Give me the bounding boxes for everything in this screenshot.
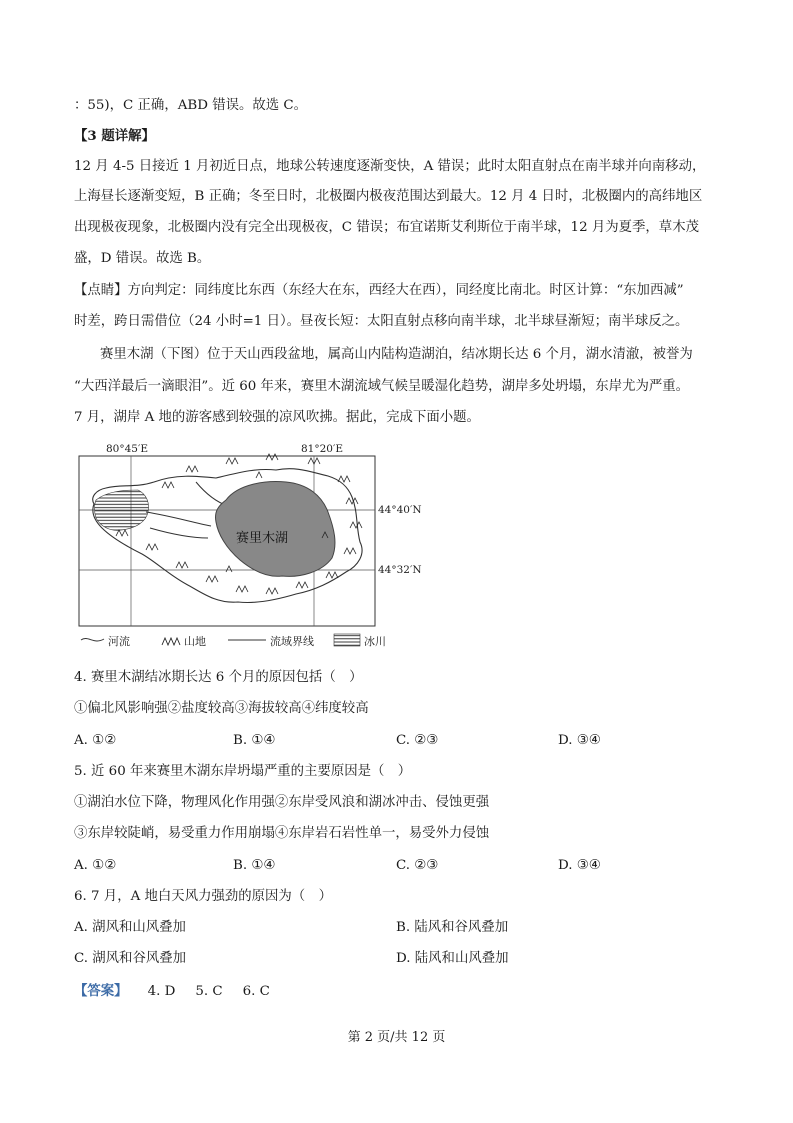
- q6-stem: 6. 7 月，A 地白天风力强劲的原因为（ ）: [74, 889, 332, 904]
- q5-option-d[interactable]: D. ③④: [558, 858, 601, 873]
- legend-river-symbol: [81, 639, 104, 641]
- q4-option-d[interactable]: D. ③④: [558, 733, 601, 748]
- legend-mountain-label: 山地: [184, 635, 206, 648]
- q6-option-c[interactable]: C. 湖风和谷风叠加: [74, 951, 187, 966]
- text-line-4: 上海昼长逐渐变短，B 正确；冬至日时，北极圈内极夜范围达到最大。12 月 4 日时，北极圈内的高纬地区: [74, 189, 703, 204]
- intro-line-2: “大西洋最后一滴眼泪”。近 60 年来，赛里木湖流域气候呈暖湿化趋势，湖岸多处坍塌，东岸尤为严重。: [74, 379, 690, 394]
- q5-items-2: ③东岸较陡峭，易受重力作用崩塌④东岸岩石岩性单一，易受外力侵蚀: [74, 826, 490, 841]
- sayram-lake-map: [76, 442, 422, 657]
- q6-option-a[interactable]: A. 湖风和山风叠加: [74, 920, 186, 935]
- page-footer: 第 2 页/共 12 页: [347, 1030, 446, 1045]
- legend-boundary-label: 流域界线: [270, 635, 314, 648]
- q6-option-b[interactable]: B. 陆风和谷风叠加: [396, 920, 509, 935]
- q5-option-b[interactable]: B. ①④: [233, 858, 276, 873]
- tip-line-1: 【点睛】方向判定：同纬度比东西（东经大在东，西经大在西），同经度比南北。时区计算：“东加西减”: [74, 283, 684, 298]
- lake-label: 赛里木湖: [236, 531, 289, 546]
- legend-river-label: 河流: [108, 635, 130, 648]
- q4-option-c[interactable]: C. ②③: [396, 733, 439, 748]
- q4-items: ①偏北风影响强②盐度较高③海拔较高④纬度较高: [74, 701, 369, 716]
- q5-items-1: ①湖泊水位下降，物理风化作用强②东岸受风浪和湖冰冲击、侵蚀更强: [74, 795, 490, 810]
- lat-label-bottom: 44°32′N: [378, 564, 422, 576]
- answer-tag: 【答案】: [74, 983, 128, 999]
- intro-line-1: 赛里木湖（下图）位于天山西段盆地，属高山内陆构造湖泊，结冰期长达 6 个月，湖水清澈，被誉为: [100, 347, 693, 362]
- q5-stem: 5. 近 60 年来赛里木湖东岸坍塌严重的主要原因是（ ）: [74, 764, 412, 779]
- q5-option-a[interactable]: A. ①②: [74, 858, 117, 873]
- legend-mountain-symbol: [162, 638, 180, 645]
- legend-glacier-symbol: [334, 634, 360, 646]
- section-heading-q3: 【3 题详解】: [74, 128, 155, 144]
- q5-option-c[interactable]: C. ②③: [396, 858, 439, 873]
- answer-5: 5. C: [195, 984, 223, 999]
- map-legend: [81, 634, 386, 648]
- answer-4: 4. D: [147, 984, 176, 999]
- lon-label-left: 80°45′E: [106, 443, 149, 455]
- answer-line: [74, 982, 290, 1001]
- q6-option-d[interactable]: D. 陆风和山风叠加: [396, 951, 509, 966]
- text-line-5: 出现极夜现象，北极圈内没有完全出现极夜，C 错误；布宜诺斯艾利斯位于南半球，12 月为夏季，草木茂: [74, 220, 699, 235]
- text-line-1: ：55)，C 正确，ABD 错误。故选 C。: [74, 98, 308, 113]
- lon-label-right: 81°20′E: [301, 443, 344, 455]
- legend-glacier-label: 冰川: [364, 635, 386, 648]
- text-line-3: 12 月 4-5 日接近 1 月初近日点，地球公转速度逐渐变快，A 错误；此时太阳直射点在南半球并向南移动，: [74, 159, 706, 174]
- tip-line-2: 时差，跨日需借位（24 小时=1 日）。昼夜长短：太阳直射点移向南半球，北半球昼渐短；南半球反之。: [74, 314, 689, 329]
- q4-option-a[interactable]: A. ①②: [74, 733, 117, 748]
- text-line-6: 盛，D 错误。故选 B。: [74, 251, 211, 266]
- q4-option-b[interactable]: B. ①④: [233, 733, 276, 748]
- intro-line-3: 7 月，湖岸 A 地的游客感到较强的凉风吹拂。据此，完成下面小题。: [74, 410, 480, 425]
- lat-label-top: 44°40′N: [378, 504, 422, 516]
- answer-6: 6. C: [242, 984, 270, 999]
- q4-stem: 4. 赛里木湖结冰期长达 6 个月的原因包括（ ）: [74, 670, 363, 685]
